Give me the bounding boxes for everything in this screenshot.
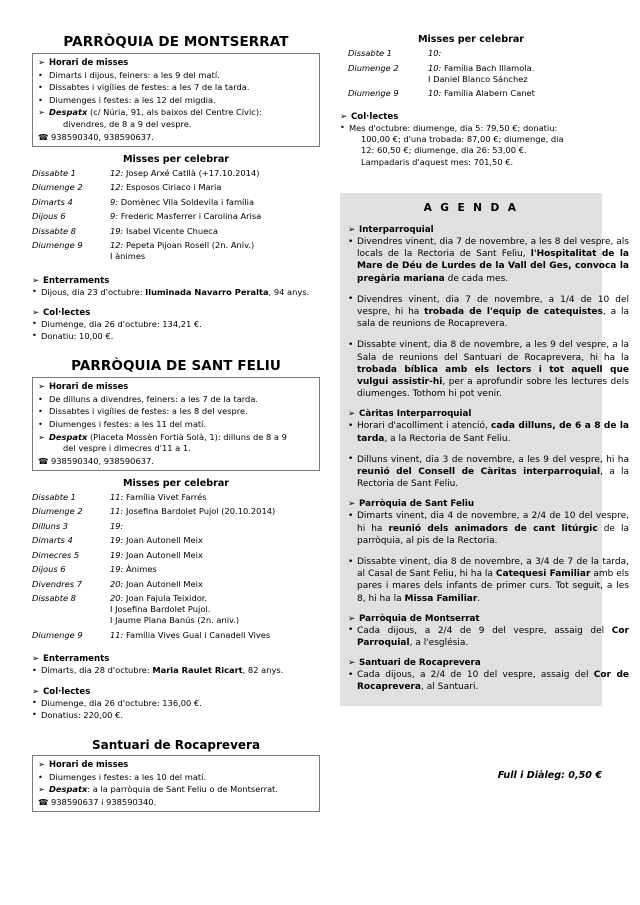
- agenda-group-heading-label: Parròquia de Montserrat: [359, 613, 480, 624]
- mass-detail: [110, 579, 320, 594]
- page-title-rocaprevera: Santuari de Rocaprevera: [91, 738, 261, 753]
- schedule-box-rocaprevera: [32, 755, 320, 812]
- mass-detail: [110, 506, 320, 521]
- arrow-marker-icon: ➢: [38, 784, 45, 795]
- mass-detail: [110, 226, 320, 241]
- bullet-icon: •: [348, 454, 354, 465]
- arrow-marker-icon: ➢: [348, 613, 356, 624]
- agenda-item-text: Dissabte vinent, dia 8 de novembre, a 3/4 de 7 de la tarda, al Casal de Sant Feliu, hi ha la: [357, 557, 629, 580]
- bullet-icon: •: [32, 709, 37, 720]
- section-collections-sant-feliu: [32, 687, 320, 721]
- schedule-line: • De dilluns a divendres, feiners: a les 7 de la tarda.: [38, 393, 259, 404]
- bullet-icon: •: [32, 664, 37, 675]
- agenda-group-spacer: [340, 400, 602, 409]
- agenda-group-spacer: [340, 649, 602, 658]
- mass-detail: [110, 630, 320, 645]
- burial-entry: [32, 287, 320, 298]
- mass-intention: Joan Autonell Meix: [123, 578, 203, 589]
- table-row: [32, 182, 320, 197]
- agenda-group: [340, 658, 630, 693]
- mass-hour: 12:: [110, 240, 124, 251]
- arrow-marker-icon: ➢: [348, 658, 356, 669]
- mass-detail: [110, 211, 320, 226]
- arrow-marker-icon: ➢: [38, 759, 46, 770]
- schedule-heading: ➢ Horari de misses: [38, 57, 129, 67]
- mass-intention: Esposos Ciriaco i Maria: [123, 182, 222, 193]
- collection-entry: • Donatiu: 10,00 €.: [32, 330, 114, 341]
- agenda-item-text: , a la sala de reunions de Rocaprevera.: [357, 307, 630, 330]
- arrow-marker-icon: ➢: [32, 275, 40, 286]
- agenda-group: [340, 409, 629, 490]
- phone-icon: ☎: [38, 455, 49, 466]
- agenda-item-text: , al Santuari.: [421, 682, 479, 693]
- phone-line: [38, 132, 314, 143]
- collections-heading: ➢ Col·lectes: [32, 686, 91, 697]
- mass-hour: 19:: [110, 520, 124, 531]
- table-row: [32, 593, 320, 630]
- bullet-icon: •: [32, 318, 37, 329]
- arrow-marker-icon: ➢: [32, 686, 40, 697]
- mass-hour: 11:: [110, 491, 124, 502]
- table-row: [32, 197, 320, 212]
- office-label: Despatx: [49, 431, 88, 442]
- mass-detail: [428, 48, 602, 63]
- mass-day: Dissabte 1: [32, 167, 76, 178]
- office-text: : a la parròquia de Sant Feliu o de Montserrat.: [87, 784, 278, 795]
- mass-day: Dijous 6: [32, 564, 66, 575]
- masses-title: Misses per celebrar: [417, 34, 525, 45]
- agenda-item: [348, 556, 629, 605]
- mass-detail: [110, 240, 320, 266]
- mass-hour: 19:: [110, 564, 124, 575]
- mass-detail: [110, 182, 320, 197]
- mass-intention: Joan Autonell Meix: [123, 549, 203, 560]
- office-text-continued: del vespre i dimecres d'11 a 1.: [63, 443, 191, 454]
- agenda-group-heading: [348, 225, 602, 235]
- burial-entry: [32, 665, 320, 676]
- table-row: [32, 521, 320, 536]
- mass-day: Dissabte 1: [32, 491, 76, 502]
- bullet-icon: •: [348, 294, 354, 305]
- mass-intention: Família Bach Illamola.: [441, 62, 535, 73]
- left-column: [32, 34, 320, 812]
- phone-numbers: 938590340, 938590637.: [50, 455, 154, 466]
- mass-day: Dimecres 5: [32, 549, 80, 560]
- mass-detail: [110, 521, 320, 536]
- table-row: [32, 579, 320, 594]
- office-text: (Placeta Mossèn Fortià Solà, 1): dilluns de 8 a 9: [87, 431, 287, 442]
- phone-icon: ☎: [38, 796, 49, 807]
- table-row: [340, 63, 602, 89]
- collections-heading: ➢ Col·lectes: [340, 111, 399, 122]
- mass-hour: 10:: [428, 88, 442, 98]
- arrow-marker-icon: ➢: [348, 499, 356, 510]
- mass-intention: Família Vives Gual i Canadell Vives: [123, 629, 271, 640]
- bullet-icon: •: [38, 69, 43, 80]
- mass-detail: [110, 550, 320, 565]
- agenda-item-emphasis: trobada bíblica amb els lectors i tot aquell que vulgui assistir-hi: [357, 364, 629, 388]
- bullet-icon: •: [348, 510, 354, 521]
- mass-intention: Josep Arxé Catllà (+17.10.2014): [123, 167, 260, 178]
- mass-intention: Pepeta Pijoan Rosell (2n. Aniv.): [123, 240, 255, 251]
- mass-day: Diumenge 9: [32, 240, 83, 251]
- mass-hour: 9:: [110, 211, 119, 222]
- schedule-heading: ➢ Horari de misses: [38, 759, 129, 770]
- agenda-item-text: .: [477, 593, 481, 604]
- mass-intention: Ànimes: [123, 564, 157, 575]
- mass-detail: [110, 535, 320, 550]
- mass-intention: Isabel Vicente Chueca: [123, 225, 218, 236]
- collection-entry: • Diumenge, dia 26 d'octubre: 134,21 €.: [32, 318, 202, 329]
- mass-intention: Josefina Bardolet Pujol (20.10.2014): [123, 506, 276, 517]
- agenda-item-text: de cada mes.: [444, 273, 509, 284]
- schedule-line: • Dissabtes i vigílies de festes: a les 8 del vespre.: [38, 406, 248, 417]
- schedule-line: • Dissabtes i vigílies de festes: a les 7 de la tarda.: [38, 82, 250, 93]
- agenda-item-emphasis: Missa Familiar: [404, 593, 478, 604]
- mass-day: Dilluns 3: [32, 520, 69, 531]
- mass-day: Diumenge 9: [32, 629, 83, 640]
- mass-hour: 20:: [110, 593, 124, 604]
- mass-day: Diumenge 2: [32, 182, 83, 193]
- bullet-icon: •: [38, 771, 43, 782]
- agenda-group-spacer: [340, 605, 602, 614]
- mass-day: Divendres 7: [32, 578, 82, 589]
- section-burials-sant-feliu: [32, 654, 320, 676]
- table-row: [32, 535, 320, 550]
- agenda-item-text: de la parròquia, al pis de la Rectoria.: [357, 523, 629, 546]
- mass-hour: 19:: [110, 535, 124, 546]
- mass-day: Dissabte 8: [32, 225, 76, 236]
- table-row: [32, 506, 320, 521]
- arrow-marker-icon: ➢: [348, 409, 356, 420]
- section-parish-sant-feliu: [32, 358, 320, 721]
- phone-numbers: 938590340, 938590637.: [50, 131, 154, 142]
- agenda-groups: [340, 225, 630, 694]
- bullet-icon: •: [32, 286, 37, 297]
- mass-day: Dimarts 4: [32, 535, 73, 546]
- mass-detail: [428, 88, 602, 103]
- mass-day: Diumenge 9: [348, 88, 399, 98]
- agenda-group: [340, 613, 629, 649]
- mass-intention: Família Vivet Farrés: [123, 491, 207, 502]
- table-row: [32, 240, 320, 266]
- masses-table-sant-feliu: [32, 492, 320, 645]
- right-column: [340, 34, 602, 169]
- bullet-icon: •: [32, 330, 37, 341]
- agenda-item: [348, 669, 629, 693]
- agenda-item: [348, 625, 629, 649]
- page-title-montserrat: PARRÒQUIA DE MONTSERRAT: [63, 34, 289, 50]
- mass-hour: 11:: [110, 506, 124, 517]
- table-row: [32, 211, 320, 226]
- mass-hour: 10:: [428, 48, 442, 58]
- agenda-item-text: Dimarts vinent, dia 4 de novembre, a 2/4 de 10 del vespre, hi ha: [357, 511, 629, 534]
- burials-heading: ➢ Enterraments: [32, 654, 110, 665]
- section-collections-montserrat: [32, 308, 320, 342]
- schedule-line: • Diumenges i festes: a les 10 del matí.: [38, 771, 207, 782]
- mass-intention: Família Alabern Canet: [441, 88, 535, 98]
- mass-hour: 10:: [428, 62, 442, 73]
- agenda-group-heading-label: Parròquia de Sant Feliu: [359, 499, 475, 510]
- agenda-item-text: , per a aprofundir sobre les lectures dels diumenges. Tothom hi pot venir.: [357, 377, 629, 400]
- bullet-icon: •: [340, 122, 345, 132]
- mass-day: Dijous 6: [32, 211, 66, 222]
- mass-detail: [110, 197, 320, 212]
- arrow-marker-icon: ➢: [38, 107, 45, 118]
- agenda-item-text: Cada dijous, a 2/4 de 9 del vespre, assaig del: [357, 625, 612, 636]
- footer-price: Full i Diàleg: 0,50 €: [497, 770, 602, 781]
- collection-line-3: 12: 60,50 €; diumenge, dia 26: 53,00 €.: [361, 145, 527, 156]
- bullet-icon: •: [348, 669, 354, 680]
- agenda-item-text: Divendres vinent, dia 7 de novembre, a les 8 del vespre, als locals de la Rectoria de Sant Feliu,: [357, 237, 629, 260]
- arrow-marker-icon: ➢: [340, 111, 348, 122]
- table-row: [32, 168, 320, 183]
- agenda-panel: [340, 193, 630, 706]
- office-hours-line: [38, 432, 314, 455]
- mass-intention: Joan Autonell Meix: [123, 535, 203, 546]
- table-row: [32, 492, 320, 507]
- mass-intention-extra: I Daniel Blanco Sánchez: [428, 73, 528, 84]
- schedule-line: • Diumenges i festes: a les 11 del matí.: [38, 419, 207, 430]
- collections-heading: ➢ Col·lectes: [32, 307, 91, 318]
- table-row: [340, 88, 602, 103]
- agenda-item-text: Cada dijous, a 2/4 de 10 del vespre, assaig del: [357, 670, 594, 681]
- office-hours-line: [38, 107, 314, 130]
- arrow-marker-icon: ➢: [38, 381, 46, 392]
- bullet-icon: •: [348, 556, 354, 567]
- agenda-item-text: , a l'església.: [409, 638, 469, 649]
- collection-entry: • Donatius: 220,00 €.: [32, 709, 123, 720]
- agenda-item-text: , a la Rectoria de Sant Feliu.: [384, 433, 511, 444]
- office-label: Despatx: [49, 784, 88, 795]
- arrow-marker-icon: ➢: [348, 225, 356, 235]
- agenda-group-heading-label: Santuari de Rocaprevera: [359, 658, 481, 669]
- masses-title: Misses per celebrar: [122, 153, 230, 165]
- agenda-group-heading: [348, 614, 602, 624]
- table-row: [32, 226, 320, 241]
- burial-age: , 82 anys.: [242, 665, 284, 676]
- mass-hour: 19:: [110, 549, 124, 560]
- section-burials-montserrat: [32, 276, 320, 298]
- agenda-item: [348, 510, 629, 547]
- agenda-group-heading: [348, 658, 602, 668]
- agenda-item-emphasis: l'Hospitalitat de la Mare de Déu de Lurdes de la Vall del Ges, convoca la pregària mariana: [357, 249, 629, 284]
- bullet-icon: •: [32, 697, 37, 708]
- agenda-group-heading: [348, 409, 602, 419]
- masses-title: Misses per celebrar: [122, 477, 230, 489]
- bullet-icon: •: [348, 420, 354, 431]
- office-text: (c/ Núria, 91, als baixos del Centre Cívic):: [87, 107, 262, 118]
- arrow-marker-icon: ➢: [32, 307, 40, 318]
- page-title-sant-feliu: PARRÒQUIA DE SANT FELIU: [71, 358, 281, 375]
- agenda-item: [348, 454, 629, 491]
- agenda-item: [348, 420, 629, 444]
- mass-intention: Frederic Masferrer i Carolina Arisa: [118, 211, 262, 222]
- bullet-icon: •: [348, 625, 354, 636]
- mass-intention: Joan Fajula Teixidor.: [123, 593, 208, 604]
- collection-entry: [340, 123, 602, 169]
- agenda-group-heading-label: Interparroquial: [359, 225, 434, 235]
- bullet-icon: •: [38, 419, 43, 430]
- mass-hour: 19:: [110, 225, 124, 236]
- table-row: [32, 630, 320, 645]
- phone-numbers: 938590637 i 938590340.: [50, 796, 157, 807]
- mass-hour: 12:: [110, 182, 124, 193]
- mass-intention-extra: I Josefina Bardolet Pujol.: [110, 604, 211, 615]
- agenda-item-emphasis: trobada de l'equip de catequistes: [424, 307, 603, 318]
- phone-line: [38, 456, 314, 467]
- section-collections-rocaprevera: [340, 112, 602, 169]
- collection-entry: • Diumenge, dia 26 d'octubre: 136,00 €.: [32, 697, 202, 708]
- agenda-item-emphasis: Cor Parroquial: [357, 625, 629, 649]
- schedule-heading: ➢ Horari de misses: [38, 381, 129, 392]
- mass-day: Dissabte 8: [32, 593, 76, 604]
- agenda-group-heading: [348, 499, 602, 509]
- burial-age: , 94 anys.: [268, 286, 310, 297]
- mass-hour: 20:: [110, 578, 124, 589]
- agenda-item-emphasis: reunió dels animadors de cant litúrgic: [388, 523, 598, 534]
- agenda-item-emphasis: Catequesi Familiar: [495, 569, 591, 580]
- arrow-marker-icon: ➢: [32, 654, 40, 665]
- mass-detail: [428, 63, 602, 89]
- agenda-group: [340, 225, 630, 400]
- schedule-box-sant-feliu: [32, 377, 320, 471]
- phone-icon: ☎: [38, 131, 49, 142]
- agenda-item-emphasis: reunió del Consell de Càritas interparroquial: [357, 467, 601, 478]
- table-row: [32, 550, 320, 565]
- section-sanctuary-rocaprevera: [32, 738, 320, 812]
- collection-line-2: 100,00 €; d'una trobada: 87,00 €; diumenge, dia: [361, 133, 564, 144]
- bullet-icon: •: [348, 339, 354, 350]
- agenda-item-emphasis: cada dilluns, de 6 a 8 de la tarda: [357, 421, 629, 444]
- mass-intention-extra: I ànimes: [110, 251, 146, 262]
- mass-hour: 11:: [110, 629, 124, 640]
- mass-day: Dissabte 1: [348, 48, 392, 58]
- table-row: [32, 564, 320, 579]
- bullet-icon: •: [38, 82, 43, 93]
- bullet-icon: •: [38, 94, 43, 105]
- burial-name: Iluminada Navarro Peralta: [145, 286, 269, 297]
- mass-detail: [110, 168, 320, 183]
- burials-heading: ➢ Enterraments: [32, 275, 110, 286]
- agenda-item: [348, 294, 629, 331]
- masses-table-rocaprevera: [340, 48, 602, 103]
- office-text-continued: divendres, de 8 a 9 del vespre.: [63, 118, 192, 129]
- agenda-group-heading-label: Càritas Interparroquial: [359, 409, 472, 420]
- bullet-icon: •: [38, 393, 43, 404]
- bullet-icon: •: [38, 406, 43, 417]
- mass-detail: [110, 564, 320, 579]
- arrow-marker-icon: ➢: [38, 57, 46, 67]
- agenda-item: [348, 236, 629, 285]
- mass-intention: Domènec Vila Soldevila i família: [118, 196, 255, 207]
- collection-line-4: Lampadaris d'aquest mes: 701,50 €.: [361, 156, 514, 167]
- burial-date: Dimarts, dia 28 d'octubre:: [41, 665, 153, 676]
- collection-line-1: Mes d'octubre: diumenge, dia 5: 79,50 €; donatiu:: [349, 122, 558, 133]
- office-hours-line: [38, 784, 314, 796]
- burial-name: Maria Raulet Ricart: [152, 665, 243, 676]
- agenda-group: [340, 499, 629, 604]
- agenda-title: A G E N D A: [423, 202, 519, 214]
- mass-detail: [110, 593, 320, 630]
- agenda-item-text: Horari d'acolliment i atenció,: [357, 421, 492, 432]
- agenda-item-text: Divendres vinent, dia 7 de novembre, a 1/4 de 10 del vespre, hi ha: [357, 294, 629, 318]
- mass-detail: [110, 492, 320, 507]
- mass-hour: 12:: [110, 167, 124, 178]
- mass-hour: 9:: [110, 196, 119, 207]
- mass-day: Diumenge 2: [348, 62, 399, 73]
- arrow-marker-icon: ➢: [38, 431, 45, 442]
- agenda-item-text: Dilluns vinent, dia 3 de novembre, a les 9 del vespre, hi ha: [357, 454, 629, 465]
- agenda-item-emphasis: Cor de Rocaprevera: [357, 670, 630, 693]
- phone-line: [38, 797, 314, 808]
- burial-date: Dijous, dia 23 d'octubre:: [41, 286, 146, 297]
- bullet-icon: •: [348, 236, 354, 247]
- office-label: Despatx: [49, 107, 88, 118]
- masses-table-montserrat: [32, 168, 320, 266]
- mass-intention-extra2: I Jaume Plana Banús (2n. aniv.): [110, 615, 240, 626]
- schedule-line: • Dimarts i dijous, feiners: a les 9 del matí.: [38, 69, 220, 80]
- table-row: [340, 48, 602, 63]
- schedule-box-montserrat: [32, 53, 320, 147]
- agenda-item-text: amb els pares i mares dels infants de primer curs. Tot seguit, a les 8, hi ha la: [357, 569, 629, 604]
- agenda-item-text: Dissabte vinent, dia 8 de novembre, a les 9 del vespre, a la Sala de reunions del Santuari de Rocaprevera, hi ha la: [357, 340, 629, 363]
- mass-day: Dimarts 4: [32, 196, 73, 207]
- schedule-line: • Diumenges i festes: a les 12 del migdia.: [38, 94, 216, 105]
- agenda-item: [348, 339, 629, 400]
- mass-day: Diumenge 2: [32, 506, 83, 517]
- agenda-item-text: , a la Rectoria de Sant Feliu.: [357, 467, 629, 490]
- section-parish-montserrat: [32, 34, 320, 342]
